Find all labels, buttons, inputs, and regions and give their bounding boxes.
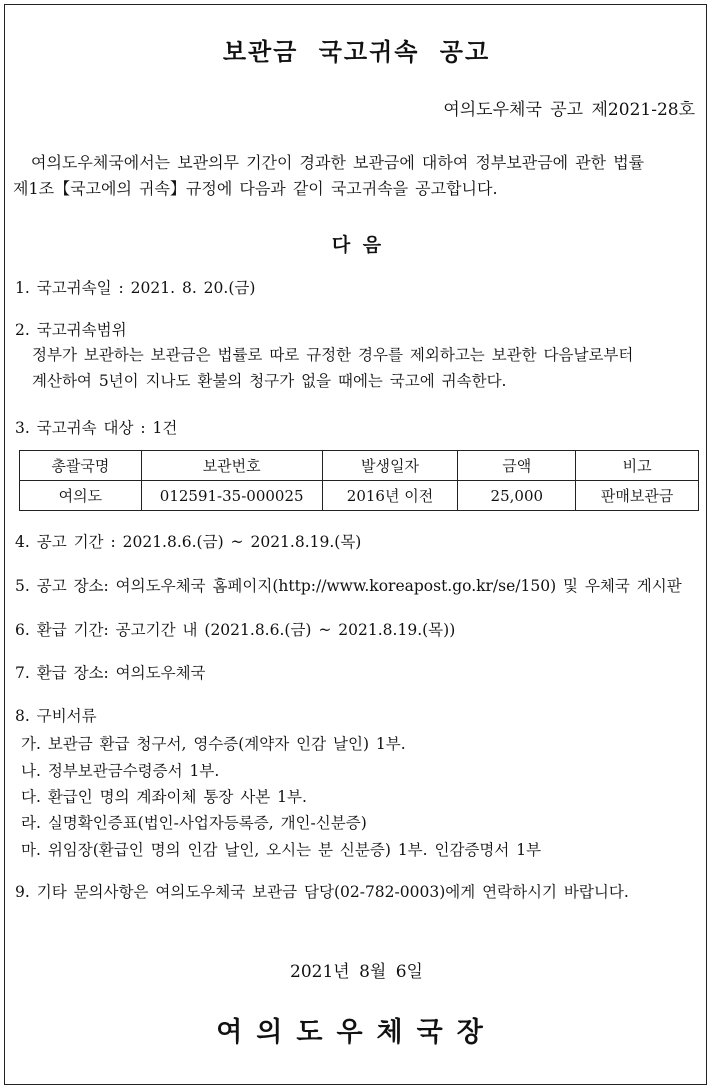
document-title: 보관금 국고귀속 공고 [222,37,491,66]
column-header: 보관번호 [141,451,322,481]
item-8-sub-na: 나. 정부보관금수령증서 1부. [21,762,220,780]
item-8-sub-ma: 마. 위임장(환급인 명의 인감 날인, 오시는 분 신분증) 1부. 인감증명서 1부 [21,841,542,859]
section-heading: 다 음 [331,234,382,256]
notice-number: 여의도우체국 공고 제2021-28호 [443,100,695,120]
item-3-label: 3. 국고귀속 대상 : 1건 [15,419,178,437]
intro-line-2: 제1조【국고에의 귀속】규정에 다음과 같이 국고귀속을 공고합니다. [13,179,498,198]
item-7-refund-place: 7. 환급 장소: 여의도우체국 [15,664,206,682]
item-5-place: 5. 공고 장소: 여의도우체국 홈페이지(http://www.koreapost.go.kr/se/150) 및 우체국 게시판 [15,577,682,595]
table-row [20,481,699,511]
item-4-period: 4. 공고 기간 : 2021.8.6.(금) ~ 2021.8.19.(목) [15,533,362,551]
table-cell: 25,000 [458,481,576,511]
item-9-contact: 9. 기타 문의사항은 여의도우체국 보관금 담당(02-782-0003)에게 연락하시기 바랍니다. [15,883,629,901]
item-1-date: 1. 국고귀속일 : 2021. 8. 20.(금) [15,279,256,297]
item-8-label: 8. 구비서류 [15,707,97,725]
items-table [19,450,699,511]
column-header: 총괄국명 [20,451,142,481]
column-header: 금액 [458,451,576,481]
intro-paragraph [13,150,700,202]
table-header-row [20,451,699,481]
item-2-line-2: 계산하여 5년이 지나도 환불의 청구가 없을 때에는 국고에 귀속한다. [32,372,507,390]
table-cell: 여의도 [20,481,142,511]
item-2-line-1: 정부가 보관하는 보관금은 법률로 따로 규정한 경우를 제외하고는 보관한 다음날로부터 [32,346,634,364]
table-cell: 2016년 이전 [322,481,458,511]
intro-line-1: 여의도우체국에서는 보관의무 기간이 경과한 보관금에 대하여 정부보관금에 관한 법률 [31,153,645,172]
column-header: 발생일자 [322,451,458,481]
notice-date: 2021년 8월 6일 [290,962,423,982]
table-cell: 판매보관금 [576,481,699,511]
item-8-sub-ra: 라. 실명확인증표(법인-사업자등록증, 개인-신분증) [21,814,367,832]
column-header: 비고 [576,451,699,481]
item-8-sub-ga: 가. 보관금 환급 청구서, 영수증(계약자 인감 날인) 1부. [21,735,406,753]
table-cell: 012591-35-000025 [141,481,322,511]
item-2-label: 2. 국고귀속범위 [15,321,127,339]
item-2-body [32,342,698,394]
signer-name: 여의도우체국장 [216,1017,497,1048]
item-8-sub-da: 다. 환급인 명의 계좌이체 통장 사본 1부. [21,788,307,806]
item-6-refund-period: 6. 환급 기간: 공고기간 내 (2021.8.6.(금) ~ 2021.8.19.(목)) [15,621,456,639]
